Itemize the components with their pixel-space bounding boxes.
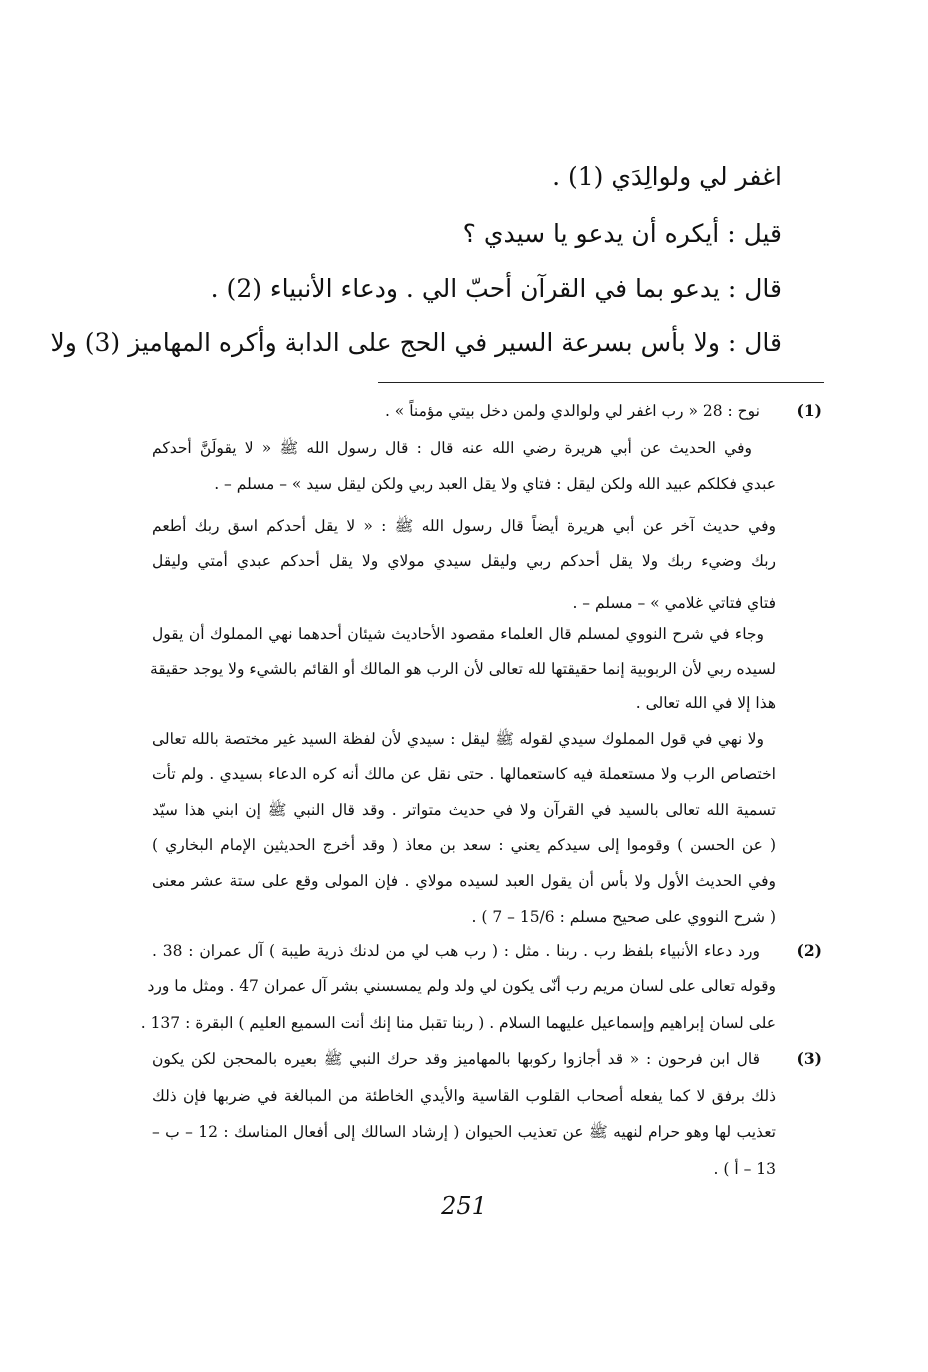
footnote-3-line-3: تعذيب لها وهو حرام لنهيه ﷺ عن تعذيب الحيوان ( إرشاد السالك إلى أفعال المناسك : 12 – ب – — [152, 1123, 776, 1141]
footnote-1-line-4: وفي حديث آخر عن أبي هريرة أيضاً قال رسول الله ﷺ : « لا يقل أحدكم اسق ربك أطعم — [152, 517, 776, 535]
footnote-1-line-5: ربك وضيء ربك ولا يقل أحدكم ربي وليقل سيدي مولاي ولا يقل أحدكم عبدي أمتي وليقل — [152, 552, 776, 570]
footnote-3-line-2: ذلك برفق لا كما يفعله أصحاب القلوب القاسية والأيدي الخاطئة من المبالغة في ضربها فإن ذلك — [152, 1087, 776, 1105]
footnote-1-line-13: ( عن الحسن ) وقوموا إلى سيدكم يعني : سعد بن معاذ ( وقد أخرج الحديثين الإمام البخاري ) — [152, 836, 776, 854]
footnote-1-line-9: هذا إلا في الله تعالى . — [635, 694, 776, 712]
main-text-line-2: قيل : أيكره أن يدعو يا سيدي ؟ — [462, 219, 782, 248]
footnote-2-line-2: وقوله تعالى على لسان مريم رب أنّى يكون لي ولد ولم يمسسني بشر آل عمران 47 . ومثل ما ورد — [147, 977, 776, 995]
footnote-1-line-2: وفي الحديث عن أبي هريرة رضي الله عنه قال : قال رسول الله ﷺ « لا يقولَنَّ أحدكم — [152, 439, 752, 457]
footnote-1-line-14: وفي الحديث الأول ولا بأس أن يقول العبد لسيده مولاي . فإن المولى وقع على ستة عشر معنى — [152, 872, 776, 890]
footnote-3-line-4: 13 – أ ) . — [713, 1160, 776, 1178]
footnote-1-line-8: لسيده ربي لأن الربوبية إنما حقيقتها لله تعالى لأن الرب هو المالك أو القائم بالشيء ولا يوجد حقيقة — [150, 660, 776, 678]
footnote-2-line-1: ورد دعاء الأنبياء بلفظ رب . ربنا . مثل : ( رب هب لي من لدنك ذرية طيبة ) آل عمران : 38 . — [152, 942, 761, 960]
footnote-number-3: (3) — [796, 1049, 822, 1068]
footnote-1-line-12: تسمية الله تعالى بالسيد في القرآن ولا في حديث متواتر . وقد قال النبي ﷺ إن ابني هذا سيّد — [152, 801, 776, 819]
footnote-1-line-11: اختصاص الرب ولا مستعملة فيه كاستعمالها . حتى نقل عن مالك أنه كره الدعاء بسيدي . ولم تأت — [152, 765, 776, 783]
footnote-1-line-6: فتاي فتاتي غلامي » – مسلم – . — [572, 594, 776, 612]
main-text-line-3: قال : يدعو بما في القرآن أحبّ الي . ودعاء الأنبياء (2) . — [210, 274, 782, 303]
footnote-1-line-7: وجاء في شرح النووي لمسلم قال العلماء مقصود الأحاديث شيئان أحدهما نهي المملوك أن يقول — [152, 625, 764, 643]
footnote-1-line-10: ولا نهي في قول المملوك سيدي لقوله ﷺ ليقل : سيدي لأن لفظة السيد غير مختصة بالله تعالى — [152, 730, 764, 748]
main-text-line-4: قال : ولا بأس بسرعة السير في الحج على الدابة وأكره المهاميز (3) ولا — [50, 328, 782, 357]
footnote-3-line-1: قال ابن فرحون : « قد أجازوا ركوبها بالمهاميز وقد حرك النبي ﷺ بعيره بالمحجن لكن يكون — [152, 1050, 760, 1068]
footnote-2-line-3: على لسان إبراهيم وإسماعيل عليهما السلام . ( ربنا تقبل منا إنك أنت السميع العليم ) البقرة : 137 . — [140, 1014, 776, 1032]
footnote-number-1: (1) — [796, 401, 822, 420]
footnote-1-line-1: نوح : 28 « رب اغفر لي ولوالدي ولمن دخل بيتي مؤمناً » . — [384, 402, 760, 420]
footnote-separator — [378, 382, 824, 383]
footnote-number-2: (2) — [796, 941, 822, 960]
footnote-1-line-3: عبدي فكلكم عبيد الله ولكن ليقل : فتاي ولا يقل العبد ربي ولكن ليقل سيد » – مسلم – . — [214, 475, 776, 493]
main-text-line-1: اغفر لي ولوالِدَي (1) . — [552, 162, 782, 191]
footnote-1-line-15: ( شرح النووي على صحيح مسلم : 15/6 – 7 ) . — [471, 908, 776, 926]
page-number: 251 — [441, 1192, 487, 1220]
